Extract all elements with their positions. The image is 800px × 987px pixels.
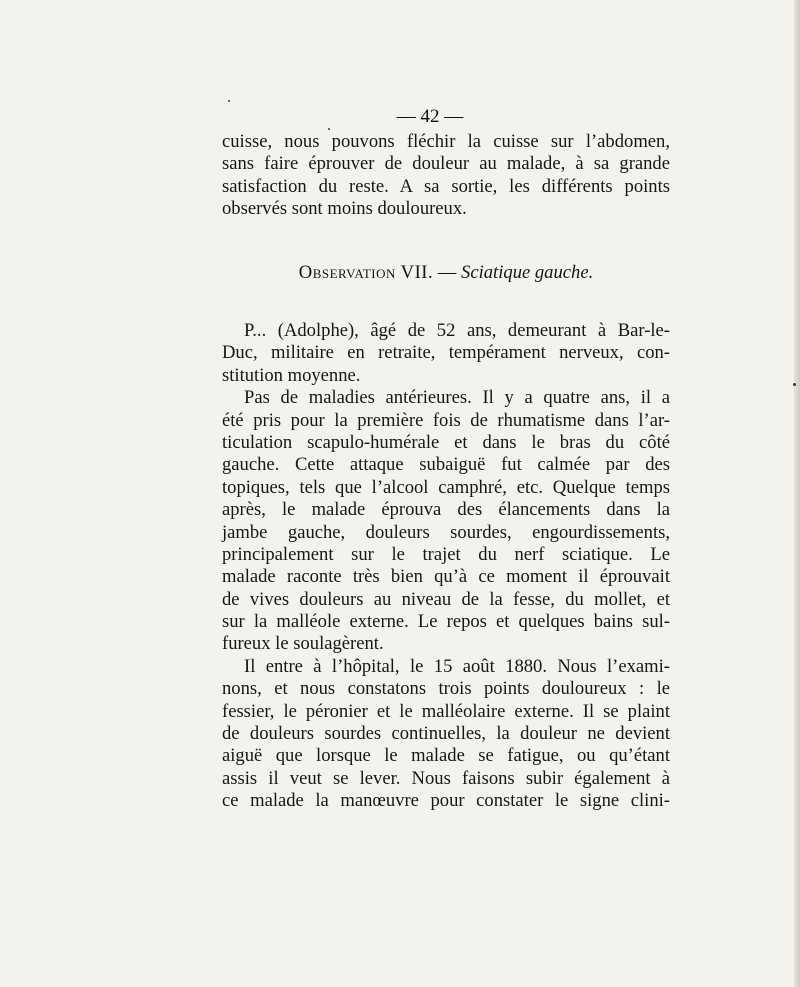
scan-speck: [328, 128, 330, 130]
text-line: malade raconte très bien qu’à ce moment il éprouvait: [222, 566, 670, 588]
text-line: Pas de maladies antérieures. Il y a quatre ans, il a: [244, 387, 670, 409]
text-line: ce malade la manœuvre pour constater le signe clini-: [222, 790, 670, 812]
page-number: — 42 —: [396, 106, 464, 127]
text-line: sans faire éprouver de douleur au malade, à sa grande: [222, 153, 670, 175]
text-line: nons, et nous constatons trois points douloureux : le: [222, 678, 670, 700]
page-edge-shadow: [794, 0, 800, 987]
scan-speck: [793, 383, 796, 386]
text-line: fureux le soulagèrent.: [222, 633, 384, 655]
text-line: assis il veut se lever. Nous faisons subir également à: [222, 767, 670, 789]
text-line: Il entre à l’hôpital, le 15 août 1880. Nous l’exami-: [244, 655, 670, 677]
text-line: P... (Adolphe), âgé de 52 ans, demeurant à Bar-le-: [244, 320, 670, 341]
text-line: été pris pour la première fois de rhumatisme dans l’ar-: [222, 409, 670, 431]
observation-heading: [222, 262, 670, 284]
text-line: topiques, tels que l’alcool camphré, etc. Quelque temps: [222, 476, 670, 498]
text-line: sur la malléole externe. Le repos et quelques bains sul-: [222, 611, 670, 633]
observation-dash: —: [433, 262, 462, 283]
text-line: stitution moyenne.: [222, 364, 361, 386]
text-line: cuisse, nous pouvons fléchir la cuisse sur l’abdomen,: [222, 131, 670, 152]
text-line: Duc, militaire en retraite, tempérament nerveux, con-: [222, 342, 670, 364]
text-line: après, le malade éprouva des élancements dans la: [222, 499, 670, 521]
observation-label: Observation VII.: [298, 262, 434, 283]
text-line: principalement sur le trajet du nerf sciatique. Le: [222, 543, 670, 565]
text-line: aiguë que lorsque le malade se fatigue, ou qu’étant: [222, 745, 670, 767]
observation-body: [222, 320, 670, 813]
text-line: jambe gauche, douleurs sourdes, engourdissements,: [222, 521, 670, 543]
text-line: gauche. Cette attaque subaiguë fut calmée par des: [222, 454, 670, 476]
text-line: de vives douleurs au niveau de la fesse, du mollet, et: [222, 588, 670, 610]
text-line: de douleurs sourdes continuelles, la douleur ne devient: [222, 723, 670, 745]
paragraph-continuation: [222, 131, 670, 221]
scan-speck: [228, 100, 230, 102]
observation-title: Sciatique gauche.: [461, 262, 594, 283]
text-line: fessier, le péronier et le malléolaire externe. Il se plaint: [222, 700, 670, 722]
text-line: satisfaction du reste. A sa sortie, les différents points: [222, 175, 670, 197]
text-line: ticulation scapulo-humérale et dans le bras du côté: [222, 431, 670, 453]
text-line: observés sont moins douloureux.: [222, 198, 467, 220]
